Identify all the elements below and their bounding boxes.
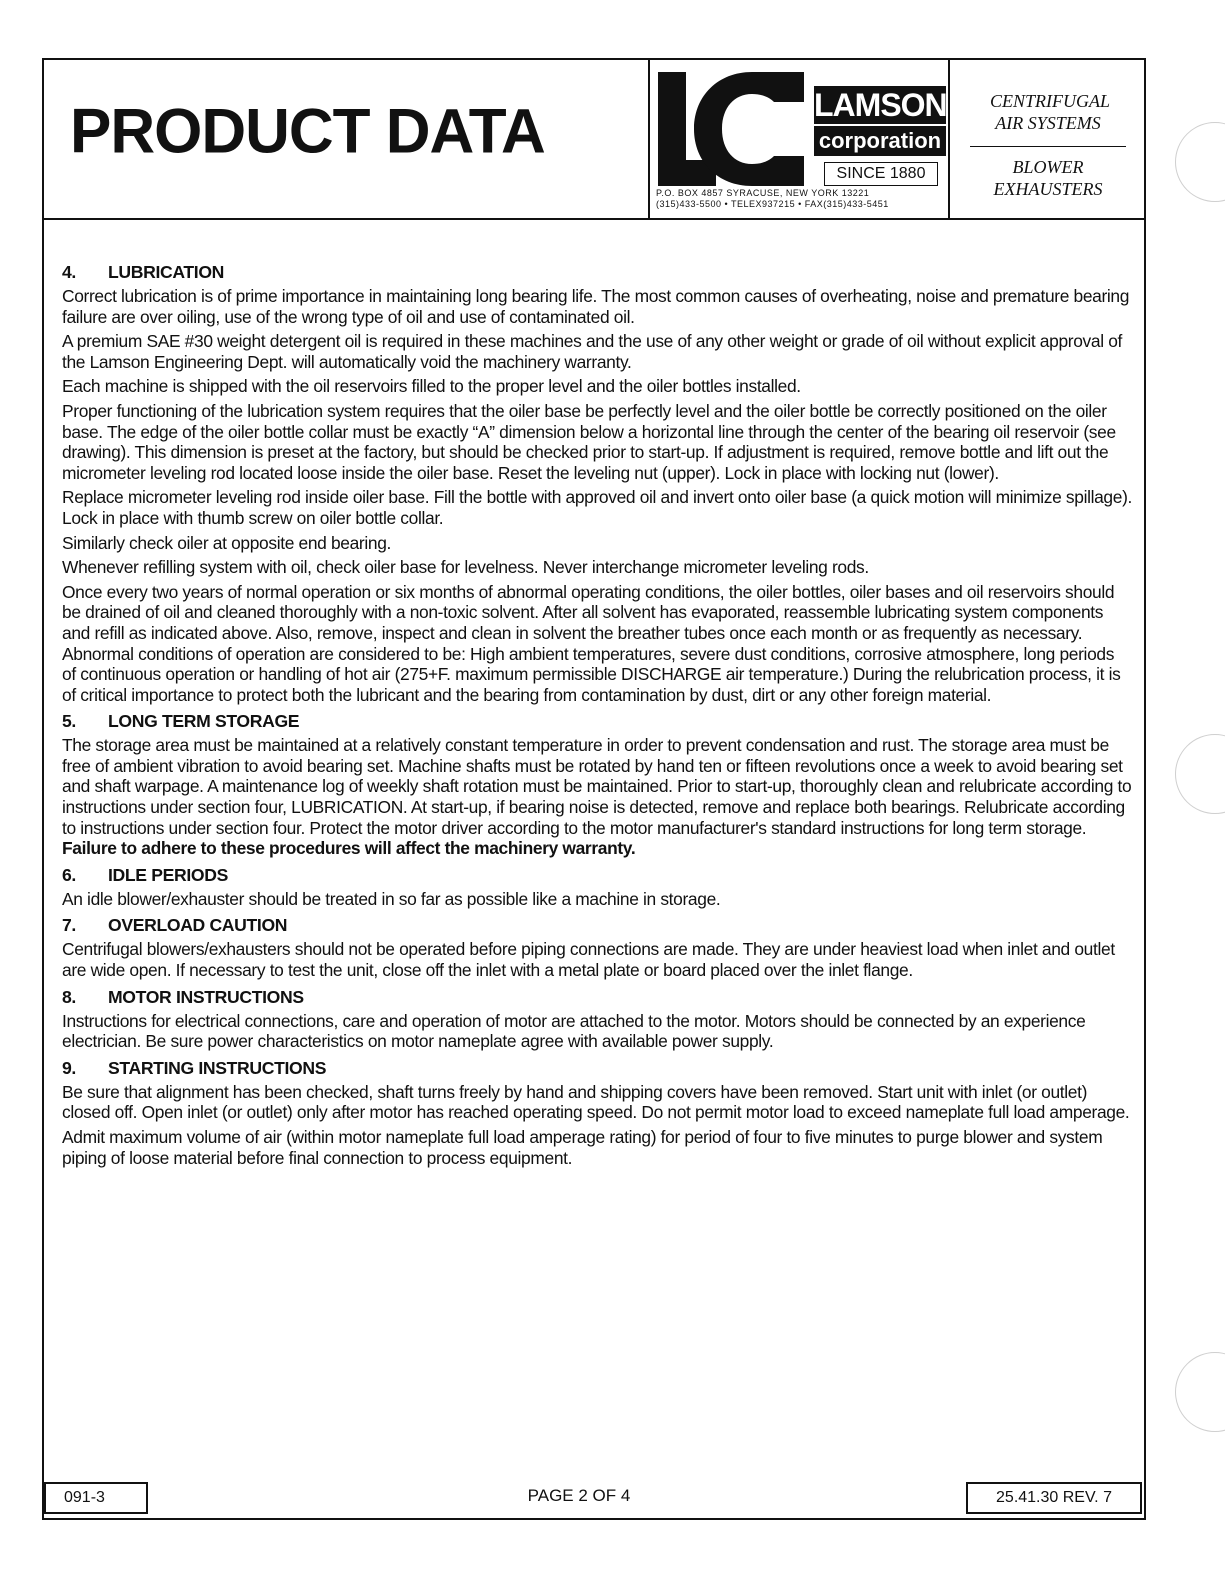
section-heading: 6. IDLE PERIODS (62, 864, 228, 885)
company-suffix: corporation (814, 126, 946, 156)
binder-hole (1175, 734, 1225, 814)
header (44, 60, 1144, 220)
section-heading: 8. MOTOR INSTRUCTIONS (62, 986, 304, 1007)
binder-hole (1175, 122, 1225, 202)
paragraph: A premium SAE #30 weight detergent oil is required in these machines and the use of any other weight or grade of oil without explicit approval of the Lamson Engineering Dept. will automatically void the machinery warranty. (62, 331, 1122, 372)
company-name: LAMSON (814, 87, 947, 123)
product-category (950, 60, 1146, 218)
paragraph: Each machine is shipped with the oil reservoirs filled to the proper level and the oiler bottles installed. (62, 376, 801, 397)
revision-code: 25.41.30 REV. 7 (966, 1482, 1142, 1514)
paragraph: Replace micrometer leveling rod inside oiler base. Fill the bottle with approved oil and invert onto oiler base (a quick motion will minimize spillage). Lock in place with thumb screw on oiler bottle collar. (62, 487, 1132, 528)
company-address (656, 188, 950, 210)
page-number: PAGE 2 OF 4 (527, 1486, 631, 1505)
product-data-sheet (42, 58, 1146, 1520)
paragraph: An idle blower/exhauster should be treated in so far as possible like a machine in storage. (62, 888, 721, 909)
paragraph: Correct lubrication is of prime importance in maintaining long bearing life. The most common causes of overheating, noise and premature bearing failure are over oiling, use of the wrong type of oil and use of contaminated oil. (62, 286, 1130, 327)
company-logo-block (648, 60, 950, 218)
paragraph: The storage area must be maintained at a relatively constant temperature in order to prevent condensation and rust. The storage area must be free of ambient vibration to avoid bearing set. Machine shafts must be rotated by hand ten or fifteen revolutions once a week to avoid bearing set and shaft warpage. A maintenance log of weekly shaft rotation must be maintained. Prior to start-up, thoroughly clean and relubricate according to instructions under section four, LUBRICATION. At start-up, if bearing noise is detected, remove and replace both bearings. Relubricate according to instructions under section four. Protect the motor driver according to the motor manufacturer's standard instructions for long term storage. Failure to adhere to these procedures will affect the machinery warranty. (62, 735, 1132, 859)
paragraph: Be sure that alignment has been checked, shaft turns freely by hand and shipping covers have been removed. Start unit with inlet (or outlet) closed off. Open inlet (or outlet) only after motor has reached operating speed. Do not permit motor load to exceed nameplate full load amperage. (62, 1081, 1130, 1123)
category-primary: CENTRIFUGAL AIR SYSTEMS (990, 91, 1111, 133)
binder-hole (1175, 1352, 1225, 1432)
paragraph: Once every two years of normal operation or six months of abnormal operating conditions, the oiler bottles, oiler bases and oil reservoirs should be drained of oil and cleaned thoroughly with a non-toxic solvent. After all solvent has evaporated, reassemble lubricating system components and refill as indicated above. Also, remove, inspect and clean in solvent the breather tubes once each month or as frequently as necessary. Abnormal conditions of operation are considered to be: High ambient temperatures, severe dust conditions, corrosive atmosphere, long periods of continuous operation or handling of hot air (275+F. maximum permissible DISCHARGE air temperature.) During the relubrication process, it is of critical importance to protect both the lubricant and the bearing from contamination by dust, dirt or any other foreign material. (62, 581, 1121, 705)
section-heading: 5. LONG TERM STORAGE (62, 711, 300, 732)
section-heading: 9. STARTING INSTRUCTIONS (62, 1057, 327, 1078)
section-heading: 4. LUBRICATION (62, 262, 225, 282)
paragraph: Instructions for electrical connections, care and operation of motor are attached to the motor. Motors should be connected by an experience electrician. Be sure power characteristics on motor nameplate agree with available power supply. (62, 1010, 1086, 1052)
lc-logo-icon (656, 72, 806, 186)
category-secondary: BLOWER EXHAUSTERS (993, 157, 1103, 199)
paragraph: Centrifugal blowers/exhausters should not be operated before piping connections are made. They are under heaviest load when inlet and outlet are wide open. If necessary to test the unit, close off the inlet with a metal plate or board placed over the inlet flange. (62, 939, 1115, 981)
section-heading: 7. OVERLOAD CAUTION (62, 915, 288, 936)
paragraph: Similarly check oiler at opposite end bearing. (62, 532, 391, 553)
paragraph: Proper functioning of the lubrication system requires that the oiler base be perfectly level and the oiler bottle be correctly positioned on the oiler base. The edge of the oiler bottle collar must be exactly “A” dimension below a horizontal line through the center of the bearing oil reservoir (see drawing). This dimension is preset at the factory, but should be checked prior to start-up. If adjustment is required, remove bottle and lift out the micrometer leveling rod located loose inside the oiler base. Reset the leveling nut (upper). Lock in place with locking nut (lower). (62, 400, 1116, 483)
instructions-body (62, 260, 1132, 1172)
since-label: SINCE 1880 (824, 162, 938, 186)
address-line-2: (315)433-5500 • TELEX937215 • FAX(315)433-5451 (656, 199, 889, 209)
paragraph: Admit maximum volume of air (within motor nameplate full load amperage rating) for period of four to five minutes to purge blower and system piping of loose material before final connection to process equipment. (62, 1127, 1103, 1168)
warranty-warning: Failure to adhere to these procedures will affect the machinery warranty. (62, 838, 636, 859)
paragraph: Whenever refilling system with oil, check oiler base for levelness. Never interchange micrometer leveling rods. (62, 557, 869, 578)
page-title: PRODUCT DATA (70, 96, 545, 167)
doc-code: 091-3 (44, 1482, 148, 1514)
address-line-1: P.O. BOX 4857 SYRACUSE, NEW YORK 13221 (656, 188, 870, 198)
category-divider (970, 146, 1126, 147)
